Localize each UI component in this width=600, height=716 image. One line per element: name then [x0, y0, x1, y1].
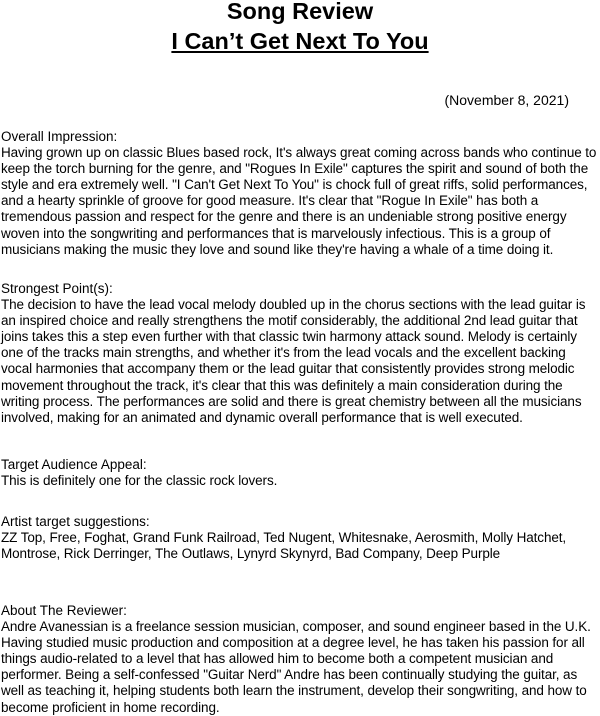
section-label: About The Reviewer: — [1, 603, 127, 618]
section-body — [1, 297, 597, 426]
section-label: Target Audience Appeal: — [1, 457, 147, 472]
body-line: Montrose, Rick Derringer, The Outlaws, Lynyrd Skynyrd, Bad Company, Deep Purple — [1, 546, 501, 562]
section-artist-suggestions — [1, 514, 597, 562]
body-line: Having grown up on classic Blues based rock, It's always great coming across bands who continue to — [1, 145, 597, 161]
body-line: joins takes this a step even further with that classic twin harmony attack sound. Melody is certainly — [1, 329, 577, 345]
body-line: one of the tracks main strengths, and whether it's from the lead vocals and the excellent backing — [1, 345, 566, 361]
body-line: involved, making for an animated and dynamic overall performance that is well executed. — [1, 409, 523, 425]
body-line: keep the torch burning for the genre, and "Rogues In Exile" captures the spirit and sound of both the — [1, 161, 589, 177]
document-title: Song Review — [226, 0, 374, 24]
body-line: and a hearty sprinkle of groove for good measure. It's clear that "Rogue In Exile" has both a — [1, 193, 539, 209]
body-line: writing process. The performances are solid and there is great chemistry between all the musicians — [1, 393, 582, 409]
body-line: style and era extremely well. "I Can't Get Next To You" is chock full of great riffs, solid performances, — [1, 177, 588, 193]
body-line: Andre Avanessian is a freelance session musician, composer, and sound engineer based in the U.K. — [1, 619, 591, 635]
review-date: (November 8, 2021) — [444, 92, 569, 108]
body-line: an inspired choice and really strengthens the motif considerably, the additional 2nd lead guitar that — [1, 313, 578, 329]
body-line: things audio-related to a level that has allowed him to become both a competent musician and — [1, 651, 554, 667]
body-line: ZZ Top, Free, Foghat, Grand Funk Railroad, Ted Nugent, Whitesnake, Aerosmith, Molly Hatchet, — [1, 530, 567, 546]
section-target-audience — [1, 457, 597, 489]
section-body — [1, 473, 597, 489]
body-line: performer. Being a self-confessed "Guitar Nerd" Andre has been continually studying the guitar, as — [1, 667, 578, 683]
body-line: well as teaching it, helping students both learn the instrument, develop their songwriting, and how to — [1, 683, 587, 699]
body-line: become proficient in home recording. — [1, 699, 220, 715]
body-line: woven into the songwriting and performances that is marvelously infectious. This is a group of — [1, 225, 551, 241]
section-label: Strongest Point(s): — [1, 281, 113, 296]
section-overall-impression — [1, 129, 597, 258]
section-body — [1, 619, 597, 716]
section-label: Artist target suggestions: — [1, 514, 150, 529]
body-line: musicians making the music they love and sound like they're having a whale of a time doing it. — [1, 241, 554, 257]
section-body — [1, 145, 597, 258]
body-line: This is definitely one for the classic rock lovers. — [1, 473, 278, 489]
body-line: vocal harmonies that accompany them or the lead guitar that consistently provides strong melodic — [1, 361, 575, 377]
body-line: tremendous passion and respect for the genre and there is an undeniable strong positive energy — [1, 209, 567, 225]
section-about-reviewer — [1, 603, 597, 716]
section-body — [1, 530, 597, 562]
body-line: Having studied music production and composition at a degree level, he has taken his passion for all — [1, 635, 585, 651]
section-label: Overall Impression: — [1, 129, 118, 144]
section-strongest-points — [1, 281, 597, 426]
body-line: The decision to have the lead vocal melody doubled up in the chorus sections with the lead guitar is — [1, 297, 586, 313]
song-title: I Can’t Get Next To You — [171, 28, 429, 54]
body-line: movement throughout the track, it's clear that this was definitely a main consideration during the — [1, 377, 563, 393]
